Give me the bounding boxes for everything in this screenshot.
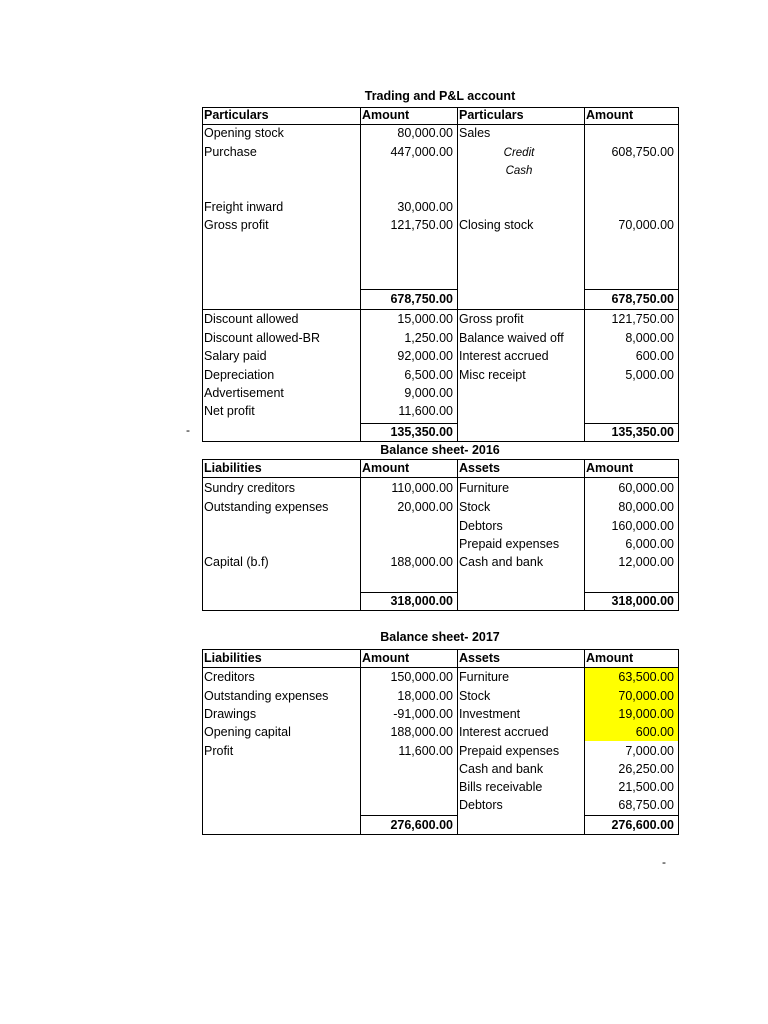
bs2017-asset-amount: 600.00 <box>635 725 674 739</box>
trading-right-label: Credit <box>503 147 535 159</box>
pl-left-label: Discount allowed <box>204 312 299 326</box>
bs2017-asset-label: Furniture <box>459 670 510 684</box>
bs2016-header-liabilities: Liabilities <box>204 461 262 475</box>
pl-left-amount: 11,600.00 <box>398 404 453 418</box>
trading-total-left: 678,750.00 <box>390 292 453 306</box>
bs2016-asset-label: Furniture <box>459 481 510 495</box>
bs2017-total-right: 276,600.00 <box>611 818 674 832</box>
trading-left-label: Purchase <box>204 145 257 159</box>
trading-right-label: Cash <box>505 165 533 177</box>
bs2016-asset-amount: 160,000.00 <box>611 519 674 533</box>
bs2017-header-liabilities: Liabilities <box>204 651 262 665</box>
margin-dash-mark: - <box>662 855 666 869</box>
bs2017-liability-amount: 188,000.00 <box>390 725 453 739</box>
pl-left-label: Salary paid <box>204 349 267 363</box>
bs2017-liability-amount: 11,600.00 <box>398 744 453 758</box>
bs2016-total-left: 318,000.00 <box>390 594 453 608</box>
bs2017-asset-label: Debtors <box>459 798 503 812</box>
bs2017-total-left: 276,600.00 <box>390 818 453 832</box>
trading-left-amount: 447,000.00 <box>390 145 453 159</box>
pl-right-label: Misc receipt <box>459 368 526 382</box>
pl-total-left: 135,350.00 <box>390 425 453 439</box>
pl-right-label: Balance waived off <box>459 331 564 345</box>
bs2017-asset-label: Cash and bank <box>459 762 544 776</box>
bs2016-asset-label: Prepaid expenses <box>459 537 560 551</box>
bs2017-asset-label: Stock <box>459 689 491 703</box>
pl-left-label: Net profit <box>204 404 255 418</box>
pl-left-label: Depreciation <box>204 368 275 382</box>
bs2017-asset-amount: 63,500.00 <box>618 670 674 684</box>
trading-right-label: Sales <box>459 126 491 140</box>
bs2017-asset-amount: 68,750.00 <box>618 798 674 812</box>
bs2017-asset-amount: 70,000.00 <box>618 689 674 703</box>
bs2016-liability-amount: 110,000.00 <box>391 481 453 495</box>
pl-left-label: Discount allowed-BR <box>204 331 321 345</box>
bs2017-liability-label: Profit <box>204 744 234 758</box>
trading-header-particulars-right: Particulars <box>459 108 524 122</box>
bs2017-liability-amount: -91,000.00 <box>393 707 453 721</box>
pl-right-label: Gross profit <box>459 312 524 326</box>
bs2016-liability-label: Outstanding expenses <box>204 500 329 514</box>
trading-title: Trading and P&L account <box>364 89 516 103</box>
bs2017-asset-amount: 26,250.00 <box>618 762 674 776</box>
bs2017-liability-label: Opening capital <box>204 725 291 739</box>
trading-right-amount: 70,000.00 <box>618 218 674 232</box>
bs2016-asset-label: Stock <box>459 500 491 514</box>
trading-right-label: Closing stock <box>459 218 534 232</box>
bs2017-liability-label: Outstanding expenses <box>204 689 329 703</box>
bs2016-header-amount: Amount <box>362 461 410 475</box>
bs2017-asset-amount: 21,500.00 <box>618 780 674 794</box>
pl-total-right: 135,350.00 <box>611 425 674 439</box>
trading-header-amount-right: Amount <box>586 108 634 122</box>
bs2017-title: Balance sheet- 2017 <box>380 630 500 644</box>
trading-left-label: Freight inward <box>204 200 284 214</box>
bs2016-asset-amount: 12,000.00 <box>618 555 674 569</box>
bs2016-liability-label: Sundry creditors <box>204 481 296 495</box>
bs2016-asset-label: Debtors <box>459 519 503 533</box>
pl-right-amount: 600.00 <box>635 349 674 363</box>
bs2017-asset-amount: 19,000.00 <box>618 707 674 721</box>
bs2017-liability-label: Drawings <box>204 707 257 721</box>
bs2017-liability-amount: 150,000.00 <box>390 670 453 684</box>
pl-right-amount: 5,000.00 <box>625 368 674 382</box>
trading-left-amount: 121,750.00 <box>390 218 453 232</box>
pl-left-amount: 92,000.00 <box>397 349 453 363</box>
bs2017-asset-label: Bills receivable <box>459 780 543 794</box>
bs2016-asset-label: Cash and bank <box>459 555 544 569</box>
bs2017-liability-amount: 18,000.00 <box>397 689 453 703</box>
bs2016-liability-amount: 20,000.00 <box>397 500 453 514</box>
pl-left-amount: 6,500.00 <box>404 368 453 382</box>
bs2016-header-assets: Assets <box>459 461 500 475</box>
trading-sales-amount: 608,750.00 <box>611 145 674 159</box>
pl-left-amount: 15,000.00 <box>397 312 453 326</box>
bs2017-asset-label: Prepaid expenses <box>459 744 560 758</box>
bs2017-asset-label: Interest accrued <box>459 725 549 739</box>
pl-right-label: Interest accrued <box>459 349 549 363</box>
margin-dash-mark: - <box>186 423 190 437</box>
trading-left-label: Gross profit <box>204 218 269 232</box>
bs2017-asset-label: Investment <box>459 707 521 721</box>
bs2017-header-assets: Assets <box>459 651 500 665</box>
bs2016-title: Balance sheet- 2016 <box>380 443 500 457</box>
bs2016-asset-amount: 80,000.00 <box>618 500 674 514</box>
bs2016-asset-amount: 6,000.00 <box>625 537 674 551</box>
pl-right-amount: 8,000.00 <box>625 331 674 345</box>
bs2017-liability-label: Creditors <box>204 670 255 684</box>
trading-header-particulars: Particulars <box>204 108 269 122</box>
trading-total-right: 678,750.00 <box>611 292 674 306</box>
trading-header-amount: Amount <box>362 108 410 122</box>
bs2016-total-right: 318,000.00 <box>611 594 674 608</box>
trading-left-label: Opening stock <box>204 126 284 140</box>
bs2016-liability-amount: 188,000.00 <box>390 555 453 569</box>
pl-right-amount: 121,750.00 <box>611 312 674 326</box>
bs2017-header-amount: Amount <box>362 651 410 665</box>
bs2017-header-amount-right: Amount <box>586 651 634 665</box>
bs2016-asset-amount: 60,000.00 <box>618 481 674 495</box>
pl-left-amount: 1,250.00 <box>404 331 453 345</box>
bs2017-asset-amount: 7,000.00 <box>625 744 674 758</box>
bs2016-header-amount-right: Amount <box>586 461 634 475</box>
pl-left-label: Advertisement <box>204 386 284 400</box>
trading-left-amount: 30,000.00 <box>397 200 453 214</box>
pl-left-amount: 9,000.00 <box>404 386 453 400</box>
trading-left-amount: 80,000.00 <box>397 126 453 140</box>
bs2016-liability-label: Capital (b.f) <box>204 555 269 569</box>
